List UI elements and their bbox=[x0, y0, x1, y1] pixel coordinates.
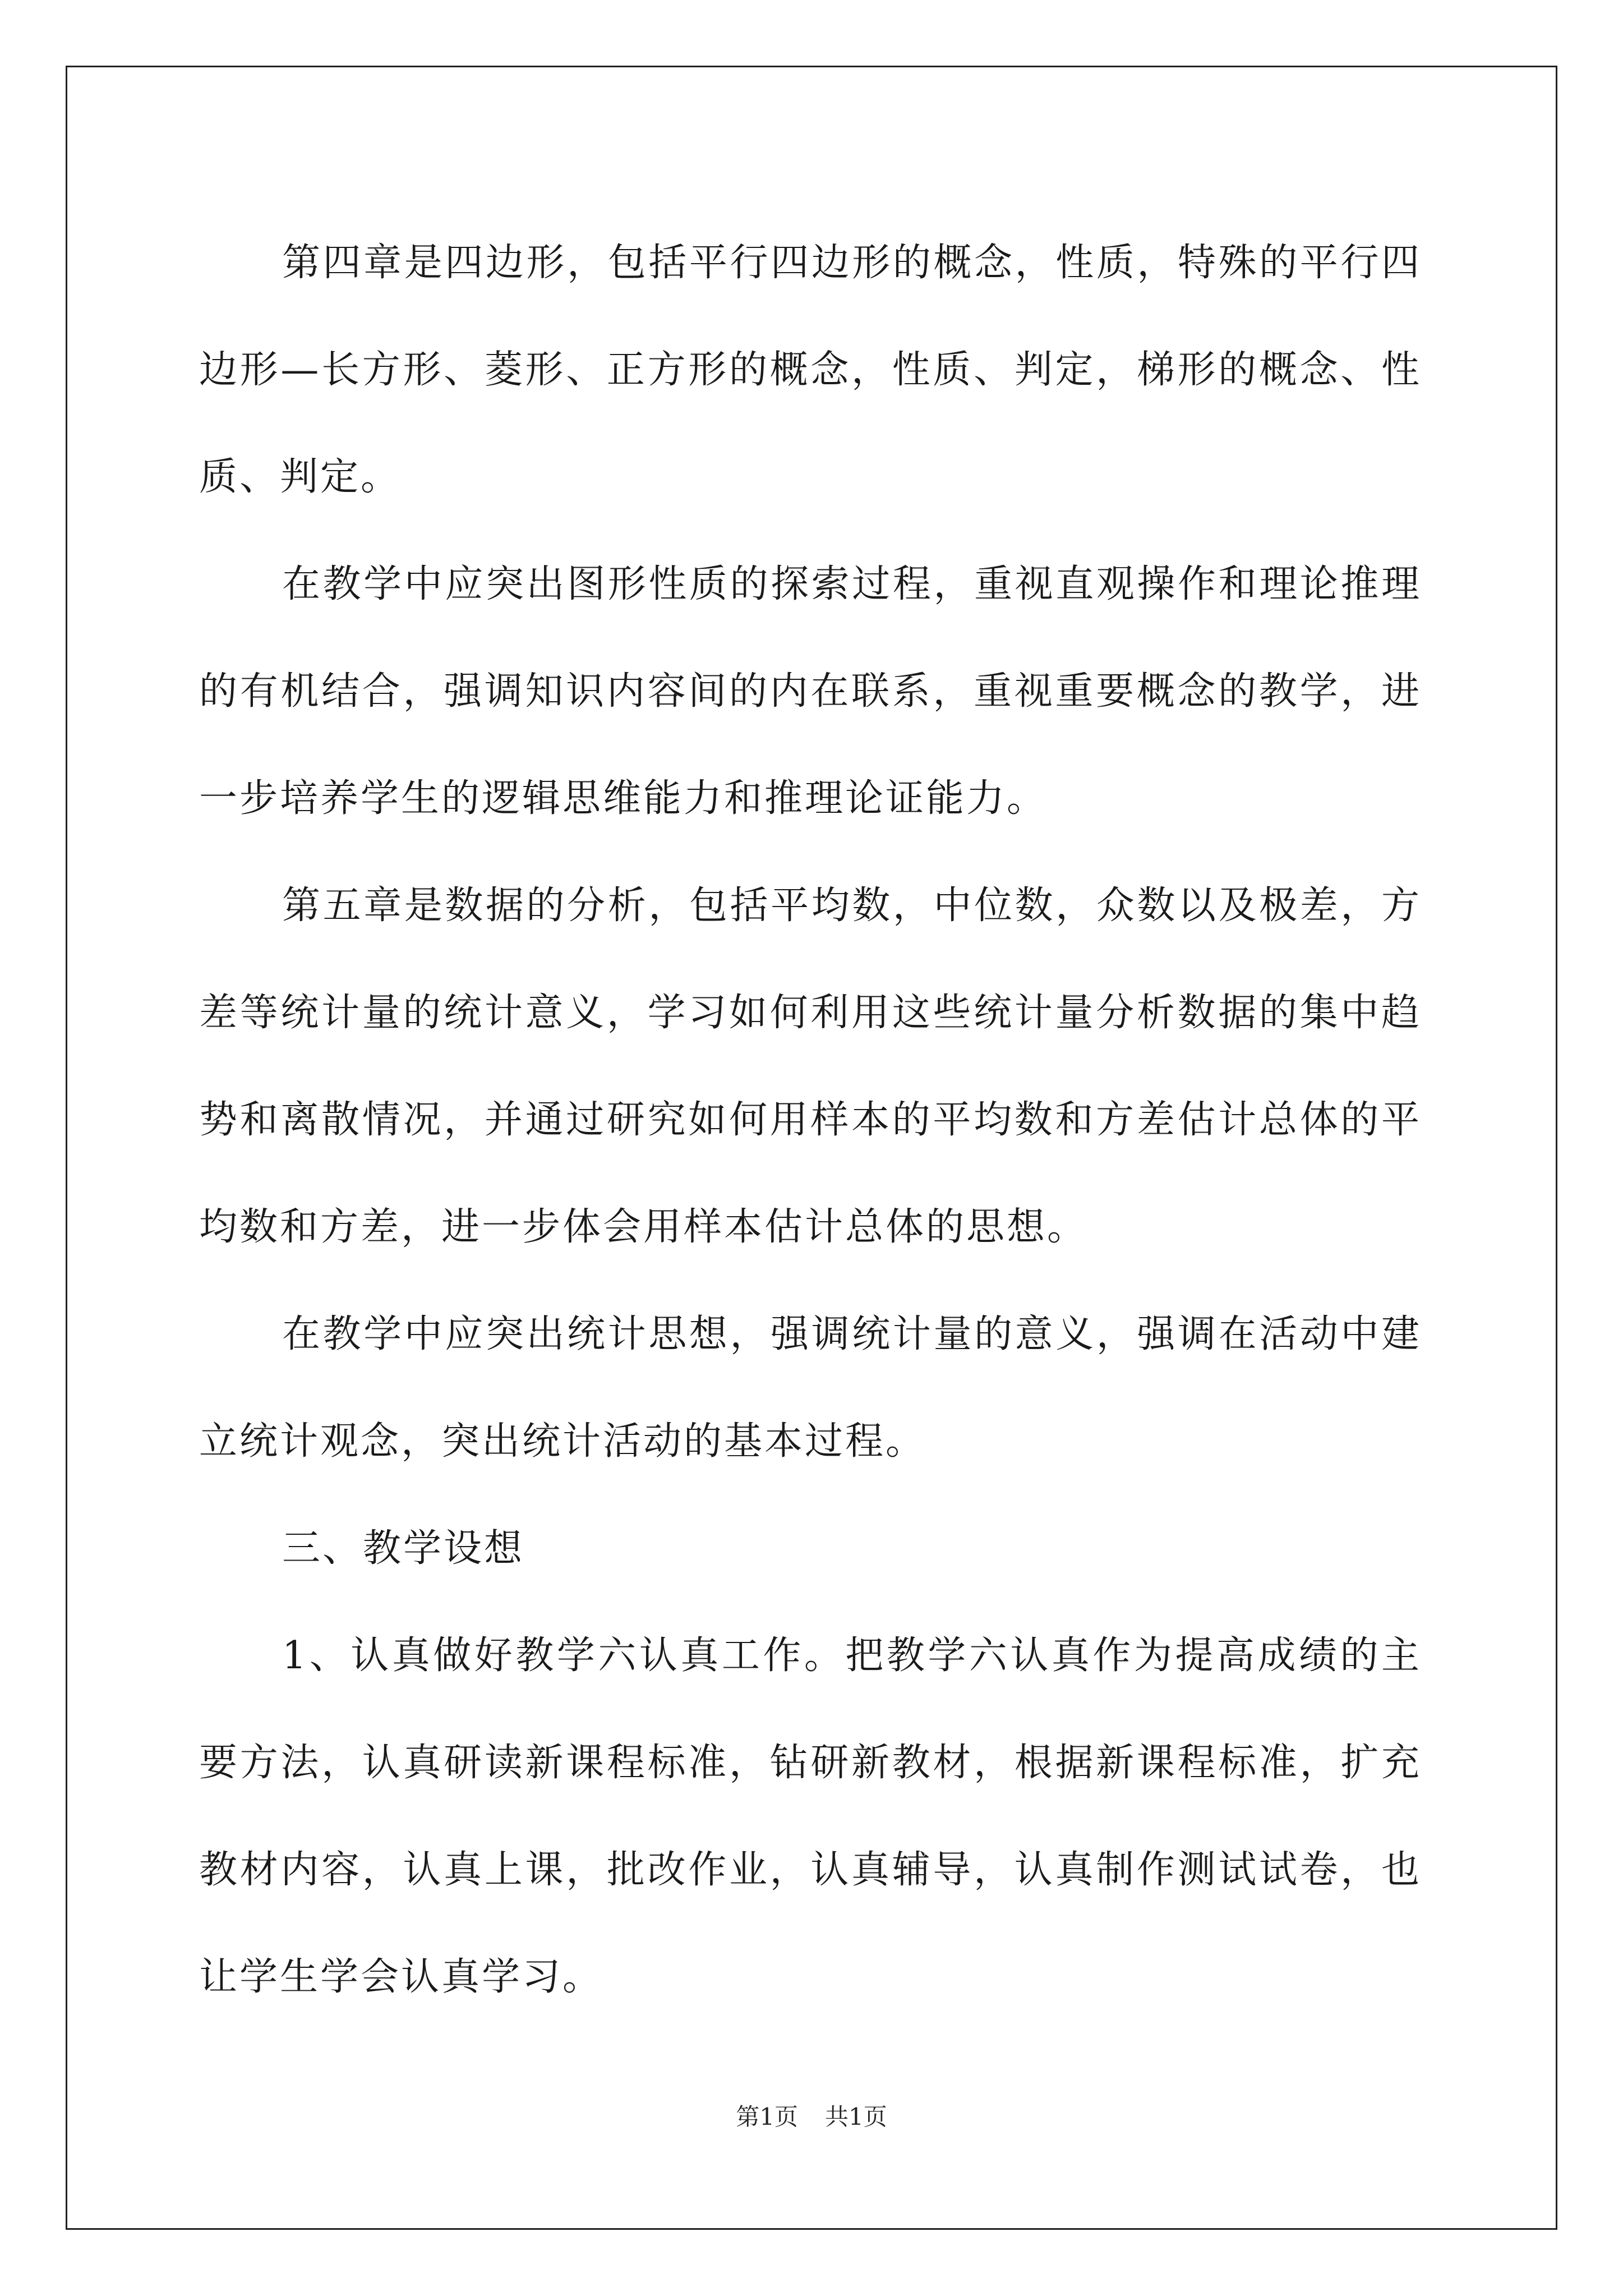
paragraph-item-one: 1、认真做好教学六认真工作。把教学六认真作为提高成绩的主要方法，认真研读新课程标准，钻研新教材，根据新课程标准，扩充教材内容，认真上课，批改作业，认真辅导，认真制作测试试卷，也让学生学会认真学习。 bbox=[199, 1634, 1422, 1999]
page-footer bbox=[0, 2100, 1623, 2134]
page-total: 共1页 bbox=[825, 2103, 887, 2131]
paragraph-statistics-teaching: 在教学中应突出统计思想，强调统计量的意义，强调在活动中建立统计观念，突出统计活动的基本过程。 bbox=[199, 1312, 1422, 1464]
document-body bbox=[199, 209, 1422, 2031]
paragraph-chapter-five: 第五章是数据的分析，包括平均数，中位数，众数以及极差，方差等统计量的统计意义，学习如何利用这些统计量分析数据的集中趋势和离散情况，并通过研究如何用样本的平均数和方差估计总体的平均数和方差，进一步体会用样本估计总体的思想。 bbox=[199, 884, 1422, 1249]
section-heading-teaching-plan: 三、教学设想 bbox=[282, 1526, 525, 1571]
page-number: 第1页 bbox=[736, 2103, 798, 2131]
paragraph-geometry-teaching: 在教学中应突出图形性质的探索过程，重视直观操作和理论推理的有机结合，强调知识内容间的内在联系，重视重要概念的教学，进一步培养学生的逻辑思维能力和推理论证能力。 bbox=[199, 562, 1422, 821]
paragraph-chapter-four: 第四章是四边形，包括平行四边形的概念，性质，特殊的平行四边形—长方形、菱形、正方形的概念，性质、判定，梯形的概念、性质、判定。 bbox=[199, 241, 1422, 499]
